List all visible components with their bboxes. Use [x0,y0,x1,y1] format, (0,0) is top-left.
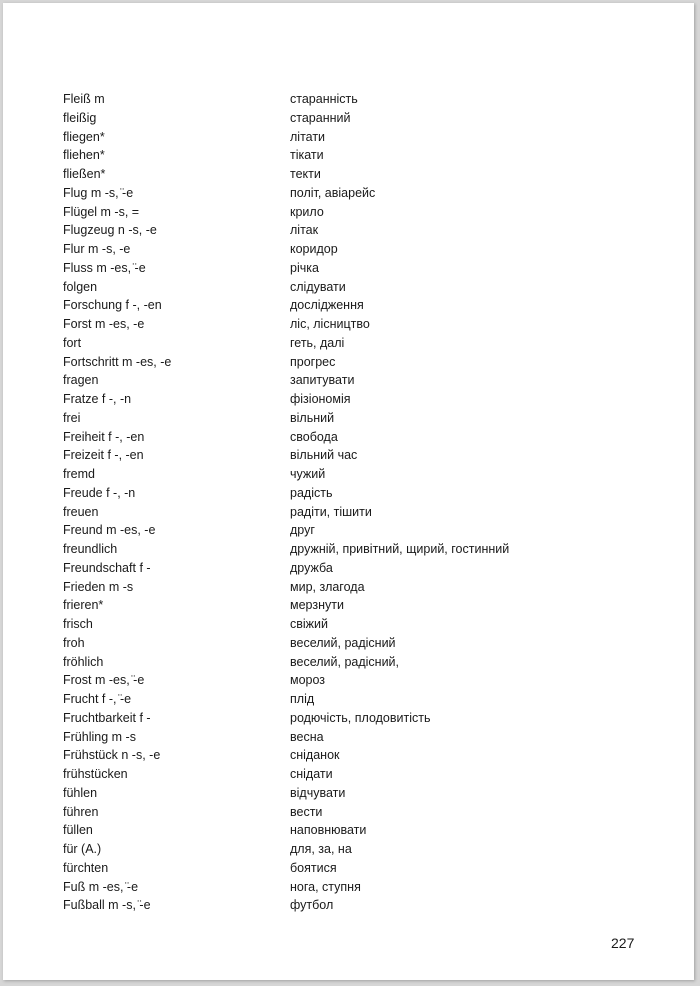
ukrainian-translation: друг [290,523,315,538]
german-term [63,728,136,747]
german-word: Fluss [63,260,93,275]
grammar-info: m -es, -e [94,317,145,331]
ukrainian-translation: слідувати [290,279,346,294]
german-term [63,878,138,897]
german-word: Fleiß [63,92,91,106]
german-term [63,653,103,672]
german-word: frieren* [63,598,104,613]
german-term [63,540,117,559]
ukrainian-translation: для, за, на [290,842,352,856]
german-word: Fußball [63,898,105,913]
vocabulary-entry [63,90,663,109]
ukrainian-translation: літак [290,223,319,238]
vocabulary-entry [63,803,663,822]
vocabulary-entry [63,540,663,559]
ukrainian-translation: коридор [290,242,338,256]
german-term [63,615,93,634]
german-word: frisch [63,617,93,631]
german-word: freuen [63,504,99,519]
grammar-info: m -es, -e [122,354,172,369]
vocabulary-entry [63,334,663,353]
grammar-info: m -s [111,729,136,744]
german-word: füllen [63,823,93,838]
german-term [63,503,98,522]
ukrainian-translation: вільний [290,410,335,425]
german-term [63,203,139,222]
german-term [63,840,101,859]
german-word: Flugzeug [63,223,115,238]
german-term [63,896,151,915]
ukrainian-translation: дружній, привітний, щирий, гостинний [290,542,510,556]
german-word: Fortschritt [63,354,119,369]
grammar-info: m -s, ̈-e [90,185,134,200]
grammar-info: m -es, -e [106,523,156,538]
german-term [63,446,144,465]
vocabulary-entry [63,146,663,165]
german-term [63,521,155,540]
grammar-info: m -s, = [100,204,140,219]
grammar-info: f -, -en [107,448,144,463]
vocabulary-entry [63,859,663,878]
dictionary-page [3,3,694,980]
ukrainian-translation: прогрес [290,354,336,369]
ukrainian-translation: снідати [290,767,333,781]
german-word: Freund [63,523,103,538]
vocabulary-entry [63,896,663,915]
vocabulary-entry [63,690,663,709]
german-term [63,390,131,409]
vocabulary-entry [63,484,663,503]
german-term [63,671,144,690]
ukrainian-translation: свіжий [290,617,328,631]
ukrainian-translation: вести [290,804,323,819]
german-word: fleißig [63,110,97,125]
vocabulary-entry [63,428,663,447]
vocabulary-entry [63,746,663,765]
ukrainian-translation: наповнювати [290,823,367,838]
ukrainian-translation: радіти, тішити [290,504,372,519]
ukrainian-translation: сніданок [290,748,340,763]
german-word: fließen* [63,167,106,181]
vocabulary-entry [63,390,663,409]
vocabulary-entry [63,559,663,578]
vocabulary-entry [63,615,663,634]
vocabulary-entry [63,128,663,147]
german-word: führen [63,804,99,819]
german-word: Frieden [63,579,106,594]
german-word: Forschung [63,298,123,313]
german-term [63,746,160,765]
grammar-info: m -es, ̈-e [88,879,139,894]
german-word: Flur [63,242,85,256]
ukrainian-translation: мерзнути [290,598,344,613]
ukrainian-translation: нога, ступня [290,879,361,894]
german-word: fort [63,335,82,350]
vocabulary-entry [63,840,663,859]
german-word: Frühling [63,729,109,744]
ukrainian-translation: річка [290,260,319,275]
german-term [63,146,105,165]
vocabulary-entry [63,409,663,428]
vocabulary-entry [63,221,663,240]
vocabulary-entry [63,315,663,334]
german-term [63,821,93,840]
grammar-info: n -s, -e [117,223,157,238]
german-word: für (A.) [63,842,102,856]
grammar-info: f -, -n [106,485,136,500]
german-term [63,371,98,390]
ukrainian-translation: старанний [290,110,351,125]
german-word: Fruchtbarkeit [63,710,136,725]
vocabulary-entry [63,353,663,372]
german-term [63,859,108,878]
page-number: 227 [611,935,635,951]
ukrainian-translation: боятися [290,860,337,875]
german-term [63,784,97,803]
german-word: Frost [63,673,92,688]
vocabulary-entry [63,878,663,897]
vocabulary-entry [63,728,663,747]
vocabulary-entry [63,821,663,840]
ukrainian-translation: мир, злагода [290,579,365,594]
vocabulary-entry [63,371,663,390]
german-term [63,484,135,503]
german-word: Flügel [63,204,98,219]
vocabulary-entry [63,278,663,297]
grammar-info: f -, -en [108,429,145,444]
german-term [63,221,157,240]
german-term [63,559,151,578]
german-word: fliegen* [63,129,105,144]
vocabulary-entry [63,503,663,522]
grammar-info: m -s, -e [88,242,131,256]
vocabulary-entry [63,634,663,653]
german-word: folgen [63,279,98,294]
vocabulary-entry [63,465,663,484]
german-word: freundlich [63,542,118,556]
german-word: Frühstück [63,748,118,763]
vocabulary-entry [63,109,663,128]
ukrainian-translation: ліс, лісництво [290,317,370,331]
vocabulary-entry [63,165,663,184]
ukrainian-translation: тікати [290,148,324,163]
german-term [63,90,105,109]
ukrainian-translation: весна [290,729,324,744]
german-term [63,765,128,784]
vocabulary-entry [63,203,663,222]
german-word: Frucht [63,692,99,706]
vocabulary-entry [63,521,663,540]
german-word: Fuß [63,879,86,894]
vocabulary-entry [63,709,663,728]
german-term [63,315,144,334]
ukrainian-translation: крило [290,204,324,219]
german-term [63,259,146,278]
ukrainian-translation: родючість, плодовитість [290,710,431,725]
german-word: Freundschaft [63,560,136,575]
vocabulary-entry [63,446,663,465]
german-term [63,109,96,128]
ukrainian-translation: вільний час [290,448,358,463]
vocabulary-entry [63,784,663,803]
german-word: fliehen* [63,148,105,163]
grammar-info: f -, -n [101,392,132,406]
grammar-info: f -, -en [125,298,162,313]
german-word: fremd [63,467,95,481]
german-term [63,803,98,822]
vocabulary-entry [63,653,663,672]
german-term [63,578,133,597]
ukrainian-translation: старанність [290,92,358,106]
ukrainian-translation: футбол [290,898,334,913]
german-term [63,184,133,203]
german-word: froh [63,635,85,650]
german-term [63,428,144,447]
ukrainian-translation: веселий, радісний, [290,654,400,669]
vocabulary-entry [63,240,663,259]
grammar-info: f - [139,710,151,725]
vocabulary-entry [63,184,663,203]
german-term [63,128,105,147]
ukrainian-translation: плід [290,692,315,706]
german-term [63,465,95,484]
ukrainian-translation: мороз [290,673,326,688]
german-word: fürchten [63,860,109,875]
vocabulary-entry [63,259,663,278]
ukrainian-translation: текти [290,167,321,181]
vocabulary-list [63,90,663,915]
german-word: Forst [63,317,92,331]
ukrainian-translation: літати [290,129,326,144]
german-term [63,634,85,653]
grammar-info: m -s [108,579,134,594]
grammar-info: m [94,92,105,106]
ukrainian-translation: фізіономія [290,392,351,406]
german-word: Freizeit [63,448,104,463]
german-word: frei [63,410,81,425]
grammar-info: m -s, ̈-e [108,898,151,913]
german-word: fühlen [63,785,98,800]
german-term [63,296,162,315]
grammar-info: m -es, ̈-e [96,260,146,275]
german-word: frühstücken [63,767,128,781]
vocabulary-entry [63,578,663,597]
german-term [63,334,81,353]
ukrainian-translation: відчувати [290,785,346,800]
ukrainian-translation: веселий, радісний [290,635,396,650]
ukrainian-translation: дослідження [290,298,364,313]
grammar-info: f -, ̈-e [101,692,132,706]
german-word: Fratze [63,392,99,406]
ukrainian-translation: чужий [290,467,326,481]
german-term [63,690,131,709]
ukrainian-translation: радість [290,485,333,500]
german-word: Freude [63,485,103,500]
grammar-info: m -es, ̈-e [94,673,145,688]
german-term [63,240,130,259]
ukrainian-translation: політ, авіарейс [290,185,376,200]
german-term [63,409,80,428]
german-term [63,709,151,728]
vocabulary-entry [63,296,663,315]
german-word: Freiheit [63,429,105,444]
german-term [63,596,103,615]
ukrainian-translation: геть, далі [290,335,345,350]
ukrainian-translation: дружба [290,560,333,575]
german-word: fragen [63,373,99,388]
german-term [63,278,97,297]
vocabulary-entry [63,671,663,690]
grammar-info: f - [139,560,151,575]
german-word: fröhlich [63,654,104,669]
ukrainian-translation: запитувати [290,373,355,388]
german-term [63,165,105,184]
german-term [63,353,171,372]
vocabulary-entry [63,765,663,784]
ukrainian-translation: свобода [290,429,338,444]
german-word: Flug [63,185,88,200]
vocabulary-entry [63,596,663,615]
grammar-info: n -s, -e [121,748,161,763]
